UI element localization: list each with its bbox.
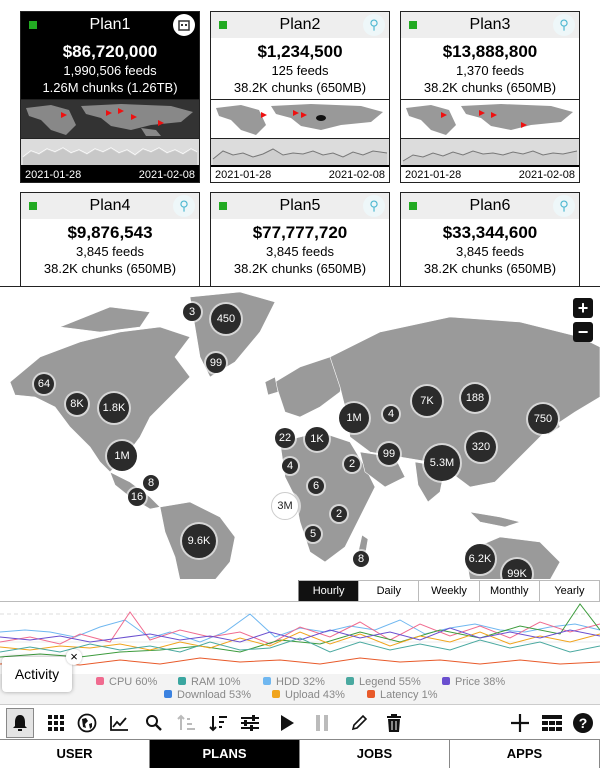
plan-chunks: 38.2K chunks (650MB): [43, 261, 177, 276]
robot-icon: [173, 14, 195, 36]
date-end: 2021-02-08: [328, 169, 385, 181]
map-cluster[interactable]: 1.8K: [99, 393, 129, 423]
plan-feeds: 125 feeds: [271, 63, 329, 78]
legend-item[interactable]: [346, 676, 421, 688]
plan-chunks: 1.26M chunks (1.26TB): [42, 80, 178, 95]
plan-card-header: [211, 193, 389, 219]
map-cluster[interactable]: 16: [128, 488, 146, 506]
bike-icon: ⚲: [363, 14, 385, 36]
date-start: 2021-01-28: [215, 169, 272, 181]
map-cluster[interactable]: 5: [305, 526, 321, 542]
plan-name: Plan3: [469, 16, 511, 33]
pencil-icon[interactable]: [345, 708, 373, 738]
plan-amount: $77,777,720: [252, 223, 348, 242]
nav-user[interactable]: USER: [0, 740, 150, 768]
map-cluster[interactable]: 5.3M: [424, 445, 460, 481]
tab-yearly[interactable]: Yearly: [540, 580, 600, 601]
activity-chart: [0, 601, 600, 674]
legend-item[interactable]: [96, 676, 157, 688]
sort-desc-icon[interactable]: [204, 708, 232, 738]
legend-label: CPU 60%: [109, 676, 158, 688]
legend-swatch: [96, 677, 104, 685]
legend-swatch: [263, 677, 271, 685]
tooltip-close-button[interactable]: ×: [66, 649, 82, 665]
map-cluster[interactable]: 8K: [66, 393, 88, 415]
legend-swatch: [442, 677, 450, 685]
plan-amount: $1,234,500: [257, 42, 343, 61]
pause-icon[interactable]: [308, 708, 336, 738]
legend-swatch: [164, 690, 172, 698]
plan-chunks: 38.2K chunks (650MB): [233, 80, 367, 95]
plan-card-header: [401, 12, 579, 38]
tab-daily[interactable]: Daily: [359, 580, 419, 601]
plan-card-header: [21, 12, 199, 38]
legend-swatch: [178, 677, 186, 685]
time-range-tabs: [298, 580, 600, 601]
plan-amount: $9,876,543: [67, 223, 153, 242]
map-cluster[interactable]: 64: [34, 374, 54, 394]
status-dot-icon: [219, 21, 227, 29]
map-cluster[interactable]: 450: [211, 304, 241, 334]
legend-label: Price 38%: [455, 676, 506, 688]
legend-item[interactable]: [263, 676, 325, 688]
date-end: 2021-02-08: [138, 169, 195, 181]
map-cluster[interactable]: 6: [308, 478, 324, 494]
date-start: 2021-01-28: [405, 169, 462, 181]
plan-name: Plan1: [89, 16, 131, 33]
map-cluster[interactable]: 4: [383, 406, 399, 422]
map-cluster[interactable]: 4: [282, 458, 298, 474]
plan-name: Plan6: [469, 197, 511, 214]
bike-icon: ⚲: [553, 14, 575, 36]
status-dot-icon: [29, 21, 37, 29]
trash-icon[interactable]: [380, 708, 408, 738]
legend-item[interactable]: [442, 676, 505, 688]
sparkline: [401, 139, 579, 165]
zoom-in-button[interactable]: +: [573, 298, 593, 318]
plan-feeds: 3,845 feeds: [456, 244, 524, 259]
legend-swatch: [272, 690, 280, 698]
map-cluster[interactable]: 1M: [339, 403, 369, 433]
plus-icon[interactable]: [506, 708, 534, 738]
map-cluster[interactable]: 1M: [107, 441, 137, 471]
plan-name: Plan2: [279, 16, 321, 33]
legend-label: Upload 43%: [285, 689, 345, 701]
toolbar: [0, 704, 600, 740]
bike-icon: ⚲: [173, 195, 195, 217]
plan-card-header: [21, 193, 199, 219]
legend-label: HDD 32%: [276, 676, 325, 688]
legend-label: Legend 55%: [359, 676, 421, 688]
status-dot-icon: [219, 202, 227, 210]
nav-plans[interactable]: PLANS: [150, 740, 300, 768]
map-cluster[interactable]: 3: [183, 303, 201, 321]
tab-monthly[interactable]: Monthly: [480, 580, 540, 601]
plan-card-4[interactable]: [20, 192, 200, 288]
map-cluster[interactable]: 8: [143, 475, 159, 491]
mini-map: [401, 99, 579, 139]
plan-card-header: [211, 12, 389, 38]
status-dot-icon: [409, 21, 417, 29]
date-range: [401, 165, 579, 182]
world-map[interactable]: [0, 286, 600, 579]
map-cluster[interactable]: 750: [528, 404, 558, 434]
plan-name: Plan4: [89, 197, 131, 214]
plan-feeds: 1,990,506 feeds: [63, 63, 157, 78]
bike-icon: ⚲: [363, 195, 385, 217]
plan-amount: $33,344,600: [442, 223, 538, 242]
nav-jobs[interactable]: JOBS: [300, 740, 450, 768]
tab-hourly[interactable]: Hourly: [299, 580, 359, 601]
plan-card-header: [401, 193, 579, 219]
map-cluster[interactable]: 99: [378, 443, 400, 465]
map-cluster[interactable]: 7K: [412, 386, 442, 416]
plan-card-5[interactable]: [210, 192, 390, 288]
sparkline: [21, 139, 199, 165]
map-cluster[interactable]: 2: [331, 506, 347, 522]
status-dot-icon: [29, 202, 37, 210]
sparkline: [211, 139, 389, 165]
grid-icon[interactable]: [42, 708, 70, 738]
map-cluster[interactable]: 22: [275, 428, 295, 448]
map-cluster[interactable]: 99: [206, 353, 226, 373]
sort-asc-icon[interactable]: [172, 708, 200, 738]
plan-feeds: 3,845 feeds: [266, 244, 334, 259]
legend-item[interactable]: [272, 689, 345, 701]
map-cluster[interactable]: 320: [466, 432, 496, 462]
plan-amount: $86,720,000: [62, 42, 158, 61]
activity-tooltip: [2, 649, 78, 692]
map-cluster[interactable]: 2: [344, 456, 360, 472]
line-chart-icon[interactable]: [105, 708, 133, 738]
mini-map: [21, 99, 199, 139]
plan-feeds: 3,845 feeds: [76, 244, 144, 259]
globe-icon[interactable]: [73, 708, 101, 738]
plan-chunks: 38.2K chunks (650MB): [423, 80, 557, 95]
plan-card-3[interactable]: [400, 11, 580, 183]
map-cluster[interactable]: 1K: [305, 427, 329, 451]
date-range: [21, 165, 199, 182]
bottom-nav: [0, 739, 600, 768]
status-dot-icon: [409, 202, 417, 210]
legend-item[interactable]: [164, 689, 251, 701]
legend-item[interactable]: [178, 676, 241, 688]
bike-icon: ⚲: [553, 195, 575, 217]
legend-item[interactable]: [367, 689, 437, 701]
chart-legend: [0, 674, 600, 704]
date-start: 2021-01-28: [25, 169, 82, 181]
play-icon[interactable]: [273, 708, 301, 738]
tab-weekly[interactable]: Weekly: [419, 580, 479, 601]
map-cluster-highlighted[interactable]: 3M: [271, 492, 299, 520]
plan-card-2[interactable]: [210, 11, 390, 183]
map-cluster[interactable]: 188: [461, 384, 489, 412]
svg-text:?: ?: [578, 715, 588, 731]
nav-apps[interactable]: APPS: [450, 740, 600, 768]
date-end: 2021-02-08: [518, 169, 575, 181]
plan-amount: $13,888,800: [442, 42, 538, 61]
legend-label: Latency 1%: [380, 689, 438, 701]
map-cluster[interactable]: 9.6K: [182, 524, 216, 558]
plan-chunks: 38.2K chunks (650MB): [423, 261, 557, 276]
date-range: [211, 165, 389, 182]
legend-swatch: [367, 690, 375, 698]
legend-label: Download 53%: [177, 689, 251, 701]
table-icon[interactable]: [538, 708, 566, 738]
map-cluster[interactable]: 6.2K: [465, 544, 495, 574]
plan-chunks: 38.2K chunks (650MB): [233, 261, 367, 276]
tooltip-text: Activity: [14, 666, 60, 682]
plan-feeds: 1,370 feeds: [456, 63, 524, 78]
legend-label: RAM 10%: [191, 676, 241, 688]
search-icon[interactable]: [140, 708, 168, 738]
zoom-out-button[interactable]: −: [573, 322, 593, 342]
plan-name: Plan5: [279, 197, 321, 214]
mini-map: [211, 99, 389, 139]
plan-card-6[interactable]: [400, 192, 580, 288]
map-cluster[interactable]: 8: [353, 551, 369, 567]
sliders-icon[interactable]: [236, 708, 264, 738]
map-cluster[interactable]: 99K: [502, 559, 532, 579]
bell-icon[interactable]: [6, 708, 34, 738]
plan-card-1[interactable]: [20, 11, 200, 183]
help-icon[interactable]: [569, 708, 597, 738]
legend-swatch: [346, 677, 354, 685]
